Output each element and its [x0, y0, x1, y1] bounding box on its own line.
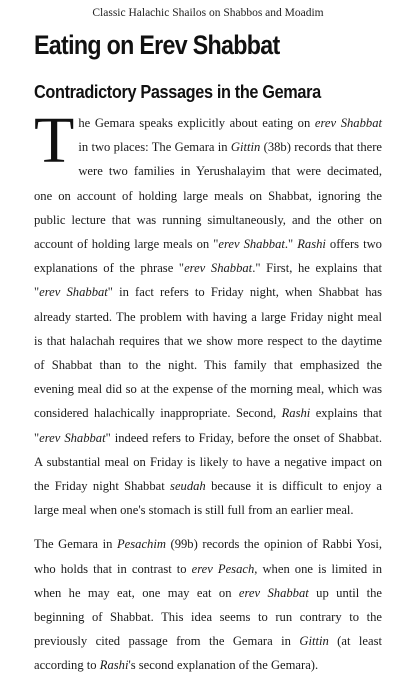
- text-run: " indeed refers to Friday, before the onset of Shabbat. A substantial meal on Friday is likely to have a negative impact on the Friday night Shabbat: [34, 430, 382, 494]
- italic-term: erev Shabbat: [39, 285, 108, 300]
- italic-term: erev Pesach: [191, 561, 255, 576]
- running-header: Classic Halachic Shailos on Shabbos and Moadim: [92, 7, 324, 19]
- italic-term: erev Shabbat: [39, 430, 106, 445]
- italic-term: erev Shabbat: [184, 261, 253, 276]
- text-run: (at least according to: [34, 634, 382, 673]
- drop-cap: T: [34, 104, 75, 177]
- text-run: in two places: The Gemara in: [78, 140, 231, 155]
- text-run: offers two explanations of the phrase ": [34, 237, 382, 276]
- section-title: Contradictory Passages in the Gemara: [34, 81, 321, 102]
- text-run: " in fact refers to Friday night, when Shabbat has already started. The problem with having a large Friday night meal is that halachah requires that we show more respect to the daytime of Shabbat than to the night. This family that emphasized the evening meal did so at the expense of the morning meal, which was considered halachically inappropriate. Second,: [34, 285, 382, 421]
- chapter-title: Eating on Erev Shabbat: [34, 30, 280, 60]
- text-run: because it is difficult to enjoy a large meal when one's stomach is still full from an earlier meal.: [34, 479, 382, 518]
- italic-term: Rashi: [297, 237, 326, 252]
- text-run: ." First, he explains that ": [34, 261, 382, 300]
- text-run: , when one is limited in when he may eat, one may eat on: [34, 561, 383, 600]
- text-run: The Gemara in: [34, 537, 117, 552]
- italic-term: Rashi: [281, 406, 311, 421]
- paragraph-1: [34, 104, 382, 522]
- text-run: (99b) records the opinion of Rabbi Yosi, who holds that in contrast to: [34, 537, 382, 576]
- text-run: (38b) records that there were two families in Yerushalayim that were decimated, one on account of holding large meals on Shabbat, ignoring the public lecture that was running simultaneously, and the other on account of holding large meals on ": [34, 140, 382, 252]
- italic-term: Gittin: [299, 634, 329, 649]
- text-run: up until the beginning of Shabbat. This idea seems to run contrary to the previously cited passage from the Gemara in: [34, 585, 383, 649]
- italic-term: Gittin: [230, 140, 261, 155]
- paragraph-2: [34, 532, 382, 677]
- text-run: .": [284, 237, 298, 252]
- italic-term: Pesachim: [116, 537, 166, 552]
- italic-term: Rashi: [99, 658, 129, 673]
- italic-term: erev Shabbat: [218, 237, 285, 252]
- italic-term: erev Shabbat: [314, 116, 382, 130]
- text-run: he Gemara speaks explicitly about eating on: [78, 116, 315, 130]
- italic-term: erev Shabbat: [238, 585, 309, 600]
- text-run: explains that ": [34, 406, 382, 445]
- italic-term: seudah: [170, 479, 206, 494]
- text-run: 's second explanation of the Gemara).: [128, 658, 319, 673]
